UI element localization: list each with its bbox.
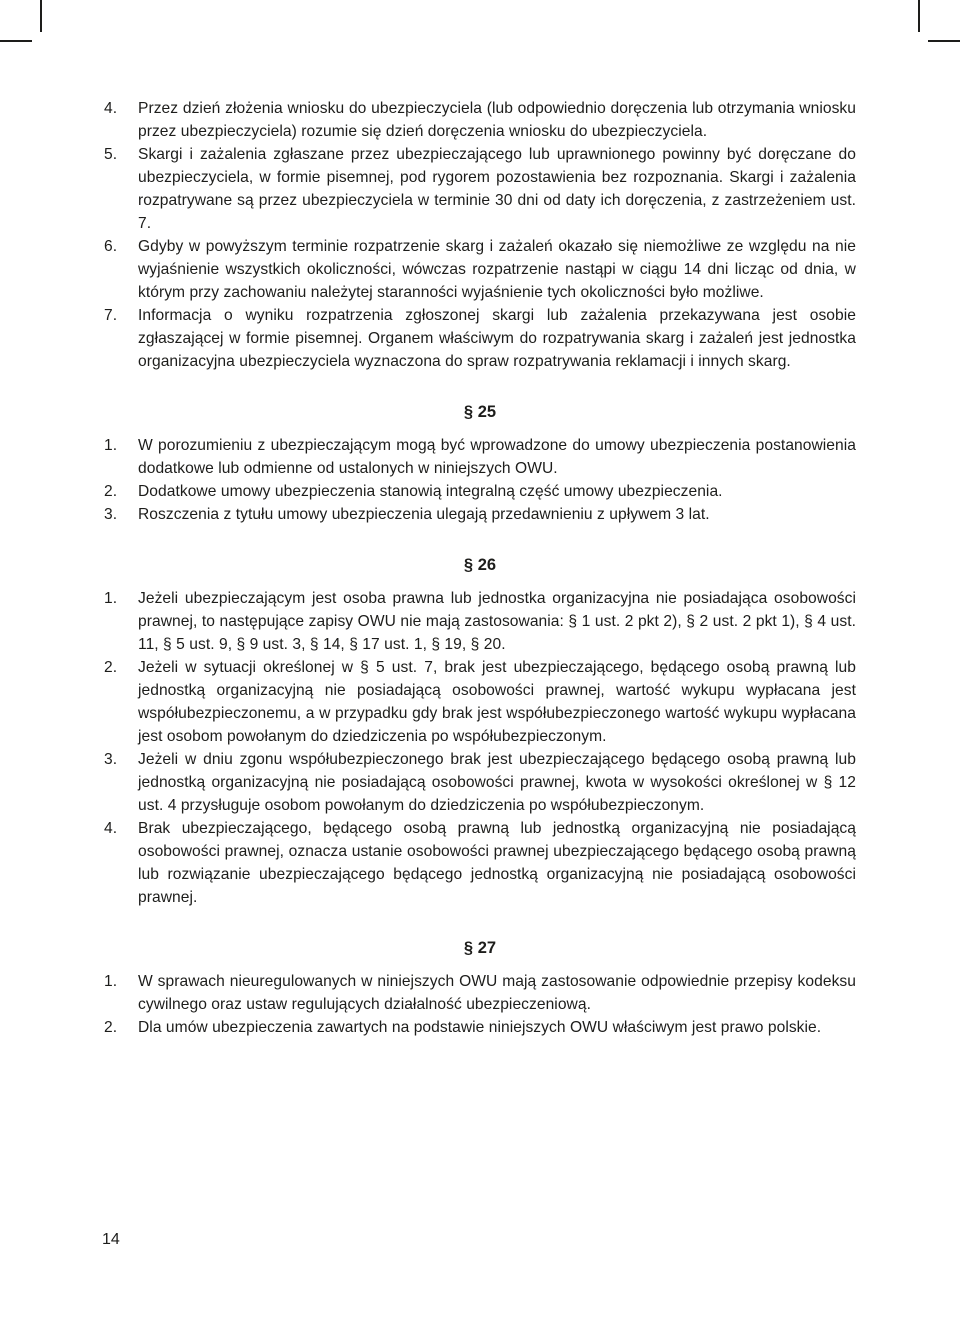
list-item [104, 970, 856, 1016]
list-item [104, 143, 856, 235]
list-item [104, 304, 856, 373]
item-number: 4. [104, 100, 118, 117]
item-text: Informacja o wyniku rozpatrzenia zgłoszonej skargi lub zażalenia przekazywana jest osobie zgłaszającej w formie pisemnej. Organem właściwym do rozpatrywania skarg i zażaleń jest jednostka organizacyjna ubezpieczyciela wyznaczona do spraw rozpatrywania reklamacji i innych skarg. [138, 307, 856, 370]
section-heading: § 27 [463, 939, 497, 957]
item-text: Przez dzień złożenia wniosku do ubezpieczyciela (lub odpowiednio doręczenia lub otrzymania wniosku przez ubezpieczyciela) rozumie się dzień doręczenia wniosku do ubezpieczyciela. [138, 100, 856, 140]
item-number: 7. [104, 307, 118, 324]
section-heading: § 25 [463, 403, 497, 421]
item-number: 3. [104, 506, 118, 523]
item-number: 6. [104, 238, 118, 255]
item-text: Roszczenia z tytułu umowy ubezpieczenia ulegają przedawnieniu z upływem 3 lat. [138, 506, 710, 523]
list-item [104, 817, 856, 909]
section-items [104, 970, 856, 1039]
item-text: Skargi i zażalenia zgłaszane przez ubezpieczającego lub uprawnionego powinny być doręczane do ubezpieczyciela, w formie pisemnej, pod rygorem pozostawienia bez rozpoznania. Skargi i zażalenia rozpatrywane są przez ubezpieczyciela w terminie 30 dni od daty ich doręczenia, z zastrzeżeniem ust. 7. [138, 146, 856, 232]
item-text: Brak ubezpieczającego, będącego osobą prawną lub jednostką organizacyjną nie posiadającą osobowości prawnej, oznacza ustanie osobowości prawnej ubezpieczającego będącego osobą prawną lub rozwiązanie ubezpieczającego będącego jednostką organizacyjną nie posiadającą osobowości prawnej. [138, 820, 856, 906]
item-text: Dodatkowe umowy ubezpieczenia stanowią integralną część umowy ubezpieczenia. [138, 483, 723, 500]
item-number: 2. [104, 1019, 118, 1036]
list-item [104, 587, 856, 656]
list-item [104, 1016, 856, 1039]
item-text: Jeżeli w sytuacji określonej w § 5 ust. 7, brak jest ubezpieczającego, będącego osobą prawną lub jednostką organizacyjną nie posiadającą osobowości prawnej, wartość wykupu wypłacana jest współubezpieczonemu, a w przypadku gdy brak jest współubezpieczonego wartość wykupu wypłacana jest osobom powołanym do dziedziczenia po współubezpieczonym. [138, 659, 856, 745]
section-heading: § 26 [463, 556, 497, 574]
crop-mark-top-right [928, 40, 960, 42]
item-number: 1. [104, 973, 118, 990]
list-item [104, 235, 856, 304]
item-text: W porozumieniu z ubezpieczającym mogą być wprowadzone do umowy ubezpieczenia postanowienia dodatkowe lub odmienne od ustalonych w niniejszych OWU. [138, 437, 856, 477]
item-text: Gdyby w powyższym terminie rozpatrzenie skarg i zażaleń okazało się niemożliwe ze względu na nie wyjaśnienie wszystkich okoliczności, wówczas rozpatrzenie nastąpi w ciągu 14 dni licząc od dnia, w którym przy zachowaniu należytej staranności wyjaśnienie tych okoliczności było możliwe. [138, 238, 856, 301]
crop-mark-top-left [40, 0, 42, 32]
item-number: 1. [104, 590, 118, 607]
list-item [104, 503, 856, 526]
crop-mark-top-right [918, 0, 920, 32]
item-number: 3. [104, 751, 118, 768]
item-number: 2. [104, 483, 118, 500]
document-body [104, 97, 856, 1039]
list-item [104, 434, 856, 480]
crop-mark-top-left [0, 40, 32, 42]
item-text: Jeżeli ubezpieczającym jest osoba prawna lub jednostka organizacyjna nie posiadająca osobowości prawnej, to następujące zapisy OWU nie mają zastosowania: § 1 ust. 2 pkt 2), § 2 ust. 2 pkt 1), § 4 ust. 11, § 5 ust. 9, § 9 ust. 3, § 14, § 17 ust. 1, § 19, § 20. [138, 590, 856, 653]
item-text: W sprawach nieuregulowanych w niniejszych OWU mają zastosowanie odpowiednie przepisy kodeksu cywilnego oraz ustaw regulujących działalność ubezpieczeniową. [138, 973, 856, 1013]
list-item [104, 480, 856, 503]
list-item [104, 97, 856, 143]
section-items [104, 587, 856, 909]
section-items [104, 434, 856, 526]
list-item [104, 656, 856, 748]
section-items [104, 97, 856, 373]
item-number: 1. [104, 437, 118, 454]
item-text: Jeżeli w dniu zgonu współubezpieczonego brak jest ubezpieczającego będącego osobą prawną lub jednostką organizacyjną nie posiadającą osobowości prawnej, kwota w wysokości określonej w § 12 ust. 4 przysługuje osobom powołanym do dziedziczenia po współubezpieczonym. [138, 751, 856, 814]
item-text: Dla umów ubezpieczenia zawartych na podstawie niniejszych OWU właściwym jest prawo polskie. [138, 1019, 822, 1036]
list-item [104, 748, 856, 817]
page-number: 14 [102, 1231, 120, 1248]
item-number: 4. [104, 820, 118, 837]
item-number: 5. [104, 146, 118, 163]
item-number: 2. [104, 659, 118, 676]
